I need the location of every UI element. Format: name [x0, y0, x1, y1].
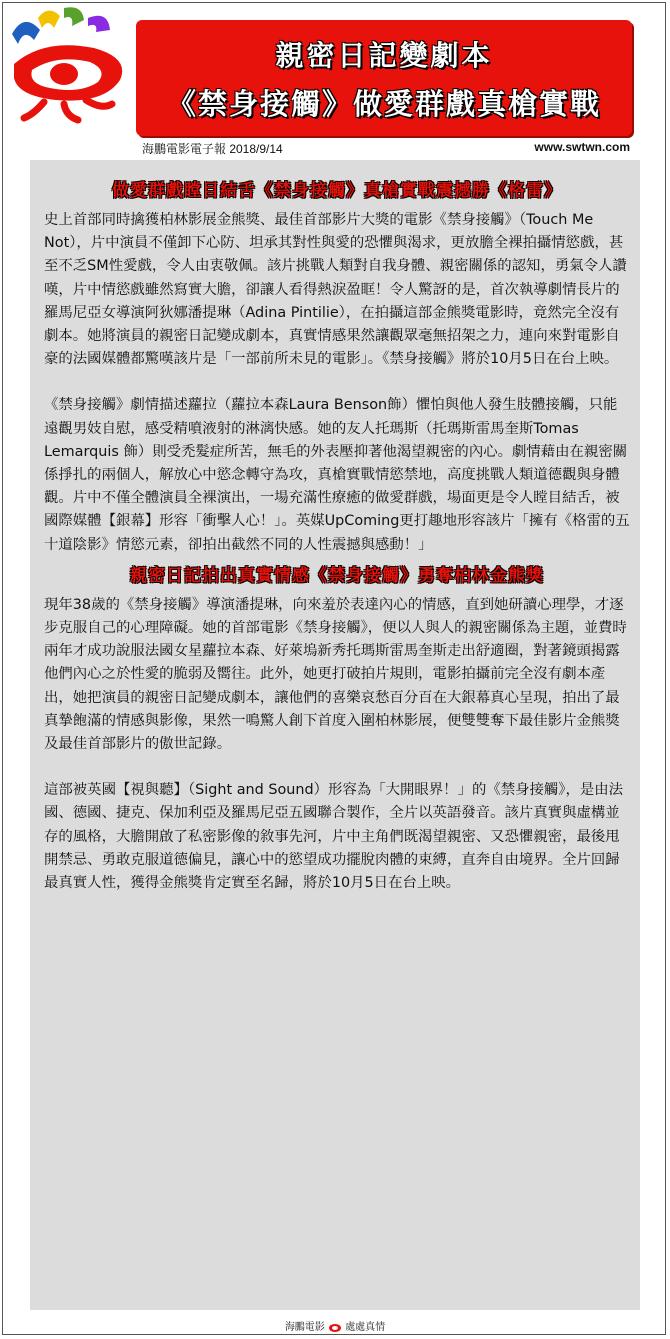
- website-link[interactable]: www.swtwn.com: [534, 140, 630, 154]
- paragraph-2: 《禁身接觸》劇情描述蘿拉（蘿拉本森Laura Benson飾）懼怕與他人發生肢體接觸，只能遠觀男妓自慰，感受精噴液射的淋漓快感。她的友人托瑪斯（托瑪斯雷馬奎斯Tomas Lemarquis 飾）則受禿髮症所苦，無毛的外表壓抑著他渴望親密的內心。劇情藉由在親密關係掙扎的兩個人，解放心中慾念轉守為攻，真槍實戰情慾禁地，高度挑戰人類道德觀與身體觀。片中不僅全體演員全裸演出，一場充滿性療癒的做愛群戲，場面更是令人瞠目結舌，被國際媒體【銀幕】形容「衝擊人心！」。英媒UpComing更打趣地形容該片「擁有《格雷的五十道陰影》情慾元素，卻拍出截然不同的人性震撼與感動！」: [44, 397, 630, 553]
- footer: [0, 1318, 670, 1333]
- title-line1: 親密日記變劇本: [275, 38, 493, 72]
- section-subhead-2: 親密日記拍出真實情感《禁身接觸》勇奪柏林金熊獎: [130, 565, 544, 586]
- article-body: [30, 160, 640, 1310]
- title-banner: [136, 20, 632, 136]
- paragraph-4: 這部被英國【視與聽】（Sight and Sound）形容為「大開眼界！」的《禁身接觸》，是由法國、德國、捷克、保加利亞及羅馬尼亞五國聯合製作，全片以英語發音。該片真實與虛構並存的風格，大膽開啟了私密影像的敘事先河，片中主角們既渴望親密、又恐懼親密，最後甩開禁忌、勇敢克服道德偏見，讓心中的慾望成功擺脫肉體的束縛，直奔自由境界。全片回歸最真實人性，獲得金熊獎肯定實至名歸，將於10月5日在台上映。: [44, 782, 624, 892]
- brand-logo: [4, 4, 132, 124]
- footer-right-text: 處處真情: [345, 1322, 386, 1333]
- footer-logo-icon: [328, 1321, 342, 1333]
- paragraph-3: 現年38歲的《禁身接觸》導演潘提琳，向來羞於表達內心的情感，直到她研讀心理學，才逐步克服自己的心理障礙。她的首部電影《禁身接觸》，便以人與人的親密關係為主題，並費時兩年才成功說服法國女星蘿拉本森、好萊塢新秀托瑪斯雷馬奎斯走出舒適圈，對著鏡頭揭露他們內心之於性愛的脆弱及嚮往。此外，她更打破拍片規則，電影拍攝前完全沒有劇本產出，她把演員的親密日記變成劇本，讓他們的喜樂哀愁百分百在大銀幕真心呈現，拍出了最真摯飽滿的情感與影像，果然一鳴驚人創下首度入圍柏林影展，便雙雙奪下最佳影片金熊獎及最佳首部影片的傲世記錄。: [44, 596, 627, 753]
- section-subhead-1: 做愛群戲瞠目結舌《禁身接觸》真槍實戰震撼勝《格雷》: [112, 181, 562, 201]
- paragraph-1: 史上首部同時擒獲柏林影展金熊獎、最佳首部影片大獎的電影《禁身接觸》（Touch Me Not），片中演員不僅卸下心防、坦承其對性與愛的恐懼與渴求，更放膽全裸拍攝情慾戲，甚至不乏SM性愛戲，令人由衷敬佩。該片挑戰人類對自我身體、親密關係的認知，勇氣令人讚嘆，片中情慾戲雖然寫實大膽，卻讓人看得熱淚盈眶！令人驚訝的是，首次執導劇情長片的羅馬尼亞女導演阿狄娜潘提琳（Adina Pintilie），在拍攝這部金熊獎電影時，竟然完全沒有劇本。她將演員的親密日記變成劇本，真實情感果然讓觀眾毫無招架之力，連向來對電影自豪的法國媒體都驚嘆該片是「一部前所未見的電影」。《禁身接觸》將於10月5日在台上映。: [44, 212, 627, 368]
- title-line2: 《禁身接觸》做愛群戲真槍實戰: [166, 86, 601, 121]
- footer-left-text: 海鵬電影: [284, 1322, 325, 1333]
- source-date: 海鵬電影電子報 2018/9/14: [142, 142, 283, 156]
